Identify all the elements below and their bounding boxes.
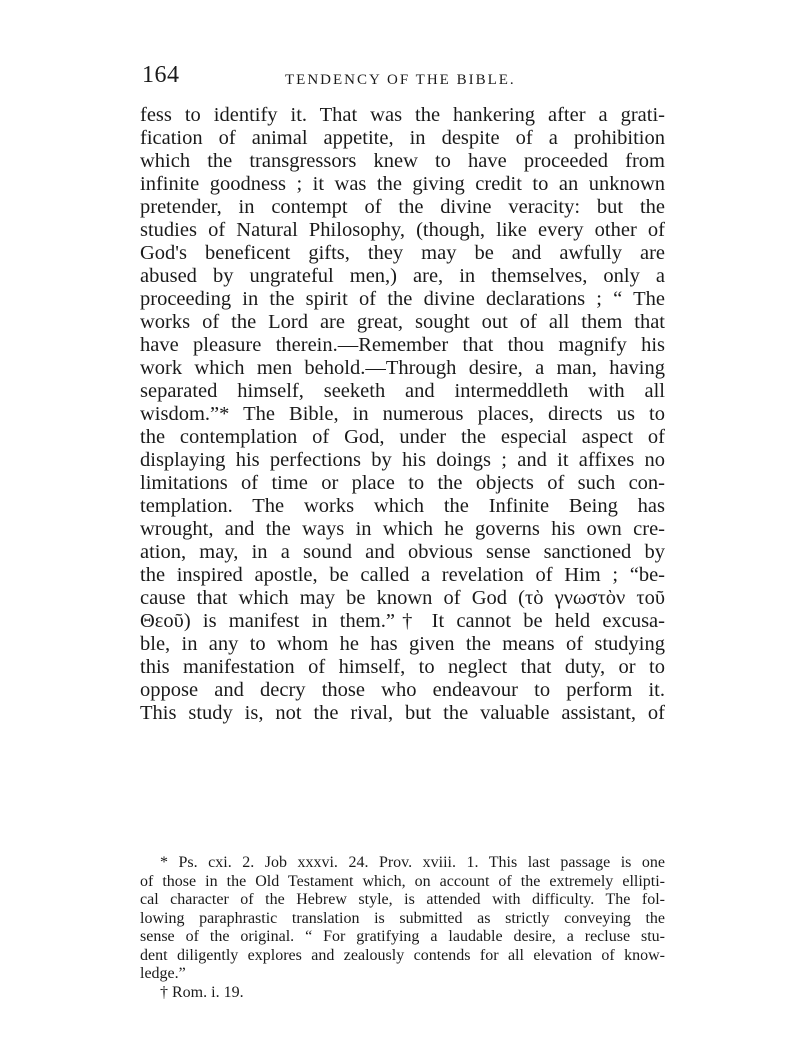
page-number: 164 — [142, 62, 180, 88]
text-line: the inspired apostle, be called a revelation of Him ; “be- — [140, 564, 665, 586]
text-line: ation, may, in a sound and obvious sense sanctioned by — [140, 541, 665, 563]
text-line: displaying his perfections by his doings ; and it affixes no — [140, 449, 665, 471]
text-line: proceeding in the spirit of the divine declarations ; “ The — [140, 288, 665, 310]
footnote-line: sense of the original. “ For gratifying a laudable desire, a recluse stu- — [140, 928, 665, 945]
text-line: templation. The works which the Infinite Being has — [140, 495, 665, 517]
text-line: abused by ungrateful men,) are, in themselves, only a — [140, 265, 665, 287]
text-line: pretender, in contempt of the divine veracity: but the — [140, 196, 665, 218]
footnote-line: * Ps. cxi. 2. Job xxxvi. 24. Prov. xviii. 1. This last passage is one — [160, 854, 665, 871]
text-line: fess to identify it. That was the hankering after a grati- — [140, 104, 665, 126]
text-line: limitations of time or place to the objects of such con- — [140, 472, 665, 494]
text-line: have pleasure therein.—Remember that thou magnify his — [140, 334, 665, 356]
footnote-line: cal character of the Hebrew style, is attended with difficulty. The fol- — [140, 891, 665, 908]
running-title: TENDENCY OF THE BIBLE. — [285, 72, 516, 88]
text-line: which the transgressors knew to have proceeded from — [140, 150, 665, 172]
text-line: fication of animal appetite, in despite of a prohibition — [140, 127, 665, 149]
text-line: works of the Lord are great, sought out of all them that — [140, 311, 665, 333]
text-line: work which men behold.—Through desire, a man, having — [140, 357, 665, 379]
footnote-line: dent diligently explores and zealously contends for all elevation of know- — [140, 946, 665, 964]
text-line: infinite goodness ; it was the giving credit to an unknown — [140, 173, 665, 195]
text-line: separated himself, seeketh and intermeddleth with all — [140, 380, 665, 402]
text-line: the contemplation of God, under the especial aspect of — [140, 426, 665, 448]
text-line: this manifestation of himself, to neglect that duty, or to — [140, 656, 665, 678]
body-text — [140, 104, 665, 725]
text-line: wrought, and the ways in which he governs his own cre- — [140, 518, 665, 540]
text-line: studies of Natural Philosophy, (though, like every other of — [140, 219, 665, 241]
text-line: cause that which may be known of God (τὸ γνωστὸν τοῦ — [140, 587, 665, 609]
footnote-line: ledge.” — [140, 965, 186, 982]
text-line: wisdom.”* The Bible, in numerous places, directs us to — [140, 403, 665, 425]
text-line: oppose and decry those who endeavour to perform it. — [140, 679, 665, 701]
text-line: Θεοῦ) is manifest in them.”† It cannot be held excusa- — [140, 610, 665, 632]
footnotes — [140, 854, 665, 1002]
text-line: God's beneficent gifts, they may be and awfully are — [140, 242, 665, 264]
footnote-line: of those in the Old Testament which, on account of the extremely ellipti- — [140, 872, 665, 890]
footnote-line: lowing paraphrastic translation is submitted as strictly conveying the — [140, 909, 665, 927]
text-line: This study is, not the rival, but the valuable assistant, of — [140, 702, 665, 724]
footnote-line: † Rom. i. 19. — [160, 983, 244, 1001]
text-line: ble, in any to whom he has given the means of studying — [140, 633, 665, 655]
